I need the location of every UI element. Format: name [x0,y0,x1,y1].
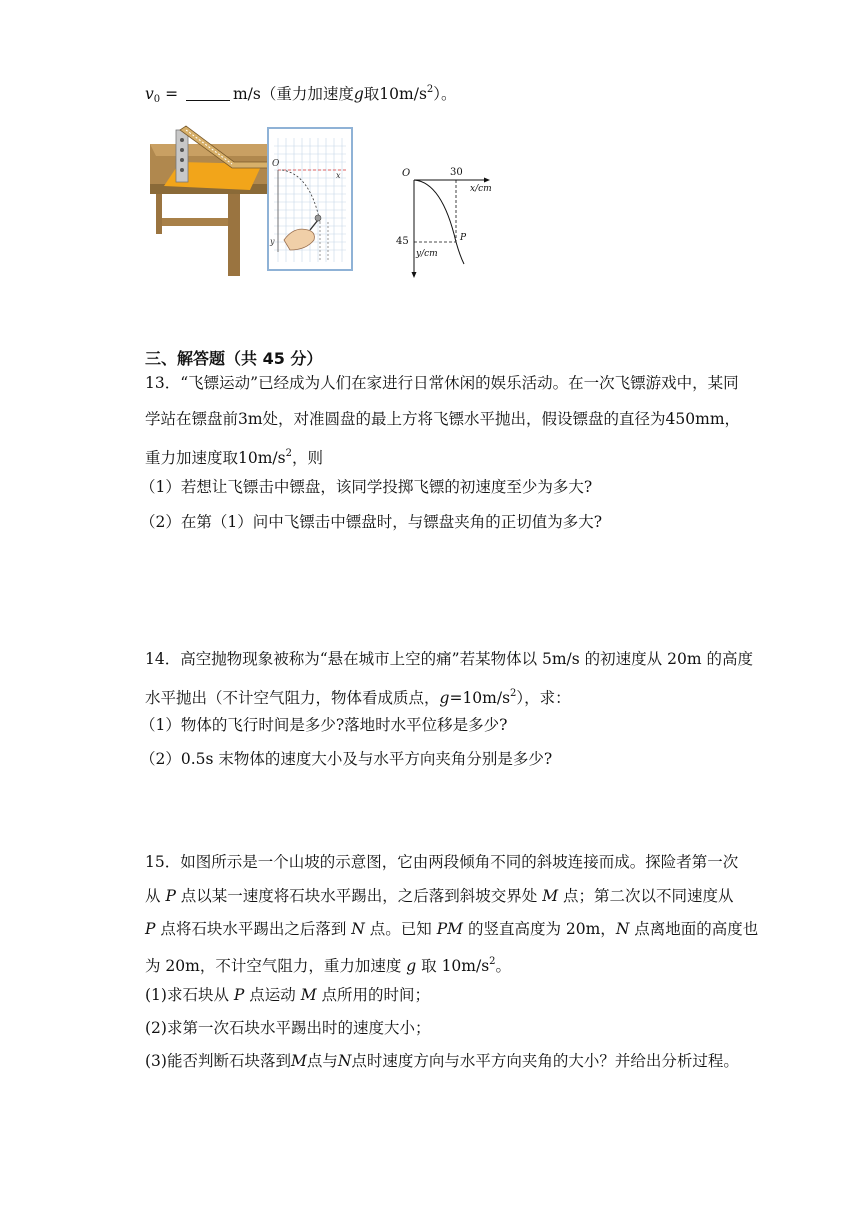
apparatus-illustration [150,122,356,276]
q15-line4: 为 20m，不计空气阻力，重力加速度 g 取 $10m/s^2$。 [145,956,512,975]
section-heading: 三、解答题（共 45 分） [145,349,323,368]
q14-part2: （2）0.5s 末物体的速度大小及与水平方向夹角分别是多少? [140,750,553,768]
trajectory-graph [394,160,504,284]
q15-part1: (1)求石块从 P 点运动 M 点所用的时间； [145,986,430,1004]
graph-y-axis-label: y/cm [416,249,438,259]
graph-x-axis-label: x/cm [470,184,492,194]
graph-y-tick: 45 [396,236,409,247]
q13-line1: 13．“飞镖运动”已经成为人们在家进行日常休闲的娱乐活动。在一次飞镖游戏中，某同 [145,374,739,392]
q15-part3: (3)能否判断石块落到M点与N点时速度方向与水平方向夹角的大小？并给出分析过程。 [145,1052,739,1070]
q13-part1: （1）若想让飞镖击中镖盘，该同学投掷飞镖的初速度至少为多大? [140,478,593,496]
svg-text:y: y [270,237,275,246]
q14-line1: 14．高空抛物现象被称为“悬在城市上空的痛”若某物体以 5m/s 的初速度从 20m 的高度 [145,650,753,668]
q14-part1: （1）物体的飞行时间是多少?落地时水平位移是多少? [140,716,508,734]
q15-line1: 15．如图所示是一个山坡的示意图，它由两段倾角不同的斜坡连接而成。探险者第一次 [145,853,739,871]
q13-line3: 重力加速度取$10m/s^2$，则 [145,448,323,467]
svg-text:x: x [336,171,341,180]
q15-line2: 从 P 点以某一速度将石块水平踢出，之后落到斜坡交界处 M 点；第二次以不同速度从 [145,887,734,905]
q14-line2: 水平抛出（不计空气阻力，物体看成质点，$g=10m/s^2$），求： [145,688,571,707]
graph-x-tick: 30 [450,167,463,178]
graph-origin-label: O [402,168,411,179]
answer-blank[interactable] [186,86,230,101]
graph-point-label: P [460,233,467,243]
svg-text:O: O [272,159,280,169]
q15-line3: P 点将石块水平踢出之后落到 N 点。已知 PM 的竖直高度为 20m，N 点离地面的高度也 [145,920,759,938]
q13-line2: 学站在镖盘前3m处，对准圆盘的最上方将飞镖水平抛出，假设镖盘的直径为450mm， [145,410,741,428]
q15-part2: (2)求第一次石块水平踢出时的速度大小； [145,1019,431,1037]
q13-part2: （2）在第（1）问中飞镖击中镖盘时，与镖盘夹角的正切值为多大? [140,513,603,531]
answer-line-v0: $v_0 = m/s$（重力加速度g取$10m/s^2$）。 [145,84,457,105]
